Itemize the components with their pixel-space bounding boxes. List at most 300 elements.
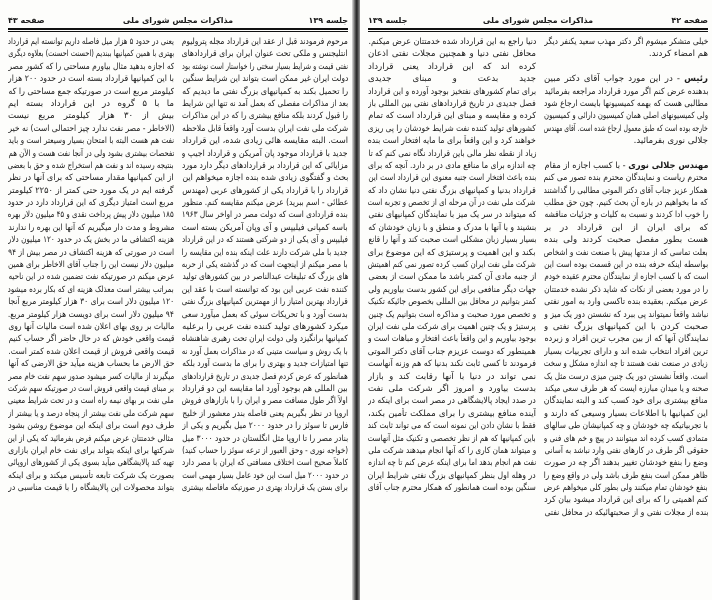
text-line [544, 98, 708, 110]
text-line [368, 61, 536, 73]
text-line [182, 148, 348, 160]
line-text: عطائی - اسم ببرید) عرض میکنم مقایسه کنم. منظور [182, 198, 348, 209]
line-content [368, 36, 536, 48]
line-text: خارجه بوده است که طبق معمول ارجاع شده است. آقای مهندس [544, 123, 708, 134]
text-line [544, 457, 708, 469]
line-text: شرکت ملی نفت ایران بدست آورد واقعاً قابل ملاحظه [182, 123, 348, 134]
line-content [368, 284, 536, 296]
line-content [544, 457, 708, 469]
line-text: تفحصات بیشتری بشود ولی در آنجا نفت هست و الآن هم [8, 148, 174, 159]
line-content [368, 408, 536, 420]
text-line [544, 123, 708, 135]
text-line [368, 209, 536, 221]
line-content [8, 445, 174, 457]
text-line [8, 408, 174, 420]
line-text: - در این مورد جواب آقای دکتر مبین [544, 74, 685, 85]
line-text: قرارداد را با قرارداد یکی از کشورهای عربی (مهندس [182, 185, 348, 196]
text-line [182, 48, 348, 60]
line-content [544, 209, 708, 221]
line-content [544, 259, 708, 271]
line-content [8, 73, 174, 85]
running-title: مذاکرات مجلس شورای ملی [482, 16, 594, 25]
line-content [544, 222, 708, 234]
line-content [544, 197, 708, 209]
line-content [182, 296, 348, 308]
line-content [544, 494, 708, 506]
text-line [8, 160, 174, 172]
text-line [368, 259, 536, 271]
line-text: صحبت کردن با این کمپانیهای بزرگ نفتی و [544, 321, 708, 332]
line-content [8, 234, 174, 246]
line-content [544, 333, 708, 345]
line-content [8, 333, 174, 345]
line-content [8, 98, 174, 110]
line-text: عرض میکنم در صورتیکه نفت تضمین شده در این ناحیه [8, 272, 174, 283]
line-content [368, 222, 536, 234]
line-text: نفتی قیمت و شرایط بسیار سختی را خواستار است نوشته بود [182, 61, 348, 72]
line-content [182, 86, 348, 98]
line-text: قرارداد بهترین امتیاز را از مهمترین کمپانیهای بزرگ نفتی [182, 297, 348, 308]
line-text: بحث و گفتگوی زیادی شده بنده اجازه میخواهم این [182, 173, 348, 184]
line-content [182, 445, 348, 457]
text-line [544, 284, 708, 296]
text-line [368, 309, 536, 321]
line-text: مالیات بر روی بهای اعلان شده است مالیات آنها روی [8, 321, 174, 332]
text-line [544, 445, 708, 457]
text-line [182, 383, 348, 395]
right-page [360, 0, 712, 600]
page-header [8, 16, 348, 28]
line-text: طرف دوم است برای اینکه این موضوع روشن بشود [8, 421, 174, 432]
line-content [8, 408, 174, 420]
text-line [368, 321, 536, 333]
line-content [368, 420, 536, 432]
line-content [368, 209, 536, 221]
text-line [182, 160, 348, 172]
line-text: ظاهر ممکن است بنفع طرف باشد ولی در واقع وضع را [544, 470, 708, 481]
line-text: فصل جدیدی در تاریخ قراردادهای نفتی بین المللی باز [368, 98, 536, 109]
text-line [182, 321, 348, 333]
line-text: بوجود بیاوریم و این واقعاً باعث افتخار و مباهات است و [368, 334, 536, 345]
text-line [368, 420, 536, 432]
line-text: زیاد از نقطه نظر مالی باین قرارداد نگاه نمی کنم که تا [368, 148, 536, 159]
text-line [368, 395, 536, 407]
line-text: یعنی در حدود ۵ هزار میل فاصله داریم توانسته ایم قرارداد [8, 37, 174, 47]
line-content [182, 309, 348, 321]
line-content [368, 309, 536, 321]
line-content [182, 284, 348, 296]
line-content [8, 470, 174, 482]
line-text: زیادی در صنعت نفت هستند تا چه اندازه مشکل و سخت [544, 359, 708, 370]
line-text: همینطور که دوست عزیزم جناب آقای دکتر الموتی [368, 346, 536, 357]
line-text: و میتواند همان کاری را که آنها انجام میدهند شرکت ملی [368, 445, 536, 456]
line-text: تنها امتیازات جدید و بهتری را برای ما بدست آورد بلکه [182, 359, 348, 370]
line-text: آینده منافع بیشتری را برای مملکت تأمین بکند، [368, 408, 536, 419]
text-line [368, 160, 536, 172]
text-line [368, 296, 536, 308]
line-text: گرفته ایم در یک مورد حتی کمتر از ۲۲۵۰ کیلومتر [8, 185, 174, 196]
text-line [544, 296, 708, 308]
line-content [368, 48, 536, 60]
line-content [368, 135, 536, 147]
line-content [368, 160, 536, 172]
text-line [544, 160, 708, 172]
line-content [368, 395, 536, 407]
line-text: فارس تا سوئز را در حدود ۲۰۰۰ میل بگیریم و یکی از [182, 421, 348, 432]
line-text: بین المللی هم بوجود آورد اما مقایسه این دو قرارداد [182, 383, 348, 394]
line-content [182, 110, 348, 122]
text-line [8, 36, 174, 48]
line-content [182, 408, 348, 420]
line-text: دنیا راجع به این قرارداد شده خدمتتان عرض میکنم. [368, 37, 536, 47]
line-content [368, 445, 536, 457]
text-line [368, 457, 536, 469]
text-line [544, 271, 708, 283]
line-content [544, 445, 708, 457]
line-content [368, 371, 536, 383]
line-content [182, 148, 348, 160]
line-text: بنفع خودشان تمام میکنند ولی بطور کلی میخواهم عرض [544, 483, 708, 494]
text-line [8, 61, 174, 73]
line-content [8, 160, 174, 172]
text-line [368, 247, 536, 259]
line-content [8, 61, 174, 73]
text-line [368, 172, 536, 184]
line-text: که اجازه بدهید مثال بیاورم مساحتی را که کشور مصر [8, 61, 174, 72]
text-line [182, 73, 348, 85]
line-text: قیمت واقعی فروش از قیمت اعلان شده کمتر است. [8, 346, 174, 357]
line-text: را خوب ادا کردند و نسبت به کلیات و جزئیات مناقشه [544, 210, 708, 221]
text-line [182, 395, 348, 407]
text-line [368, 445, 536, 457]
line-text: باسه کمپانی فیلیپس و آی وپان آمریکن بسته است [182, 222, 348, 233]
line-text: وضع را بنفع خودشان تغییر بدهند اگر چه در صورت [544, 458, 708, 469]
line-text: - با کسب اجازه از مقام [544, 160, 628, 171]
line-content [182, 395, 348, 407]
line-text: بهتری با همین کمپانیها ببندیم (احسنت احسنت) بعلاوه دیگری [8, 49, 174, 60]
line-text: بعد از مذاکرات مفصلی که بعمل آمد نه تنها این شرایط [182, 98, 348, 109]
line-text: با تجربیاتیکه چه خودشان و چه کمپانیشان طی سالهای [544, 421, 708, 432]
line-text: نمی تواند در دنیا با آنها رقابت کند و بازار [368, 371, 536, 382]
line-text: بنده از مجلات نفتی و از صحبتهائیکه در محافل نفتی [544, 507, 708, 518]
line-content [368, 271, 536, 283]
line-text: بمراتب بیشتر است معذلک هزینه ای که بکار برده میشود [8, 284, 174, 295]
line-content [182, 358, 348, 370]
line-text: محترم ریاست و نمایندگان محترم بنده تصور می کنم [544, 173, 708, 184]
line-text: را قبول کردند بلکه منافع بیشتری را که در این مذاکرات [182, 111, 348, 122]
speaker-name: رئیس [684, 74, 708, 85]
line-text: اولاً اگر طول مسافت مصر و ایران را با بازارهای فروش [182, 396, 348, 407]
text-column-left [8, 36, 174, 494]
line-text: مزایائی که این قرارداد بر قراردادهای دیگر دارد مورد [182, 160, 348, 171]
text-line [8, 185, 174, 197]
text-line [182, 333, 348, 345]
line-content [8, 371, 174, 383]
line-text: جدید بدعت و مبنای جدیدی [368, 74, 536, 85]
text-line [8, 259, 174, 271]
line-text: جدید با ملی شرکت دارند علت اینکه بنده این مقایسه را [182, 247, 348, 258]
line-content [8, 209, 174, 221]
line-content [544, 507, 708, 519]
text-line [368, 433, 536, 445]
text-line [8, 333, 174, 345]
line-content [368, 358, 536, 370]
page-number: صفحه ۴۳ [8, 16, 45, 25]
line-text: حقوقی اگر طرف در کارهای نفتی وارد نباشد به آسانی [544, 445, 708, 456]
line-content [649, 48, 708, 60]
left-page [0, 0, 352, 600]
line-text: مرحوم فرمودند قبل از عقد این قرارداد مجله پترولیوم [182, 37, 348, 47]
line-content [544, 160, 708, 172]
line-content [368, 172, 536, 184]
text-line [8, 234, 174, 246]
line-text: ما با ۵ گروه در این قرارداد بسته ایم [8, 98, 174, 109]
text-line [8, 86, 174, 98]
line-content [544, 110, 708, 122]
text-line [544, 259, 708, 271]
line-text: بیش از ۳۰ هزار کیلومتر مربع نیست [8, 111, 174, 122]
line-text: همکار عزیز جناب آقای دکتر الموتی مطالبی را گذاشتند [544, 185, 708, 196]
text-line [368, 135, 536, 147]
line-text: هم امضاء کردند. [648, 49, 708, 60]
text-line [8, 358, 174, 370]
line-content [8, 135, 174, 147]
line-content [544, 408, 708, 420]
line-content [368, 148, 536, 160]
line-content [8, 123, 174, 135]
text-line [8, 48, 174, 60]
line-content [8, 284, 174, 296]
text-line [182, 98, 348, 110]
line-content [368, 185, 536, 197]
text-line [368, 234, 536, 246]
line-content [368, 110, 536, 122]
line-text: نفت هم هست البته با امتحان بسیار وسیعتر است و باید [8, 136, 174, 147]
text-column-left [368, 36, 536, 494]
text-line [8, 172, 174, 184]
line-content [544, 395, 708, 407]
text-line [544, 73, 708, 85]
line-text: همانطور که عرض کردم فصل جدیدی در تاریخ قراردادهای [182, 371, 348, 382]
text-line [368, 148, 536, 160]
text-line [368, 346, 536, 358]
line-text: ۹۴ میلیون دلار است برای دویست هزار کیلومتر مربع. [8, 309, 174, 320]
line-text: از این کمپانیها مقدار مساحتی که برای آنها در نظر [8, 173, 174, 184]
line-text: صحنه و یا میدان مبارزه ایست که هر طرف سعی میکند [544, 383, 708, 394]
line-content [182, 135, 348, 147]
line-text: بتواند محصولات این پالایشگاه را با قیمت مناسبی در [8, 483, 174, 494]
line-text: خیلی متشکر میشوم اگر دکتر مهذب سعید یکنفر دیگر [544, 37, 708, 47]
text-line [182, 123, 348, 135]
text-line [544, 86, 708, 98]
line-text: کمتر بتوانیم در محافل بین المللی بخصوص جائیکه تکنیک [368, 297, 536, 308]
text-line [368, 284, 536, 296]
text-line [544, 494, 708, 506]
line-text: ولی کمیسیونهای اصلی همان کمیسیون دارائی و کمیسیون [544, 111, 708, 122]
text-line [544, 408, 708, 420]
line-content [8, 395, 174, 407]
text-line [8, 73, 174, 85]
text-line [368, 408, 536, 420]
line-text: نباشد واقعاً نمیتواند پی ببرد که نشستن دور یک میز و [544, 309, 708, 320]
line-content [8, 86, 174, 98]
line-text: عرض میکنم. بعقیده بنده تاکسی وارد به امور نفتی [544, 297, 708, 308]
text-line [368, 123, 536, 135]
line-text: با مصر میکنم از اینجهت است که در گذشته یکی از حربه [182, 260, 348, 271]
line-content [8, 148, 174, 160]
text-line [182, 482, 348, 494]
line-content [368, 98, 536, 110]
text-line [182, 110, 348, 122]
line-text: که ما بخواهیم در باره آن بحث کنیم. چون حق مطلب [544, 198, 708, 209]
line-content [182, 470, 348, 482]
text-line [544, 383, 708, 395]
line-text: را در مورد بعضی از نکات که شاید ذکر نشده خدمتتان [544, 284, 708, 295]
line-content [368, 197, 536, 209]
line-content [8, 420, 174, 432]
text-line [8, 284, 174, 296]
line-text: میکرد کشورهای تولید کننده نفت عربی را برعلیه [182, 321, 348, 332]
line-content [368, 234, 536, 246]
line-content [368, 123, 536, 135]
text-line [544, 333, 708, 345]
text-line [182, 259, 348, 271]
line-content [8, 172, 174, 184]
line-content [368, 333, 536, 345]
line-text: بنده قراردادی است که دولت مصر در اواخر سال ۱۹۶۳ [182, 210, 348, 221]
line-content [182, 482, 348, 494]
line-content [368, 296, 536, 308]
text-line [368, 110, 536, 122]
line-content [182, 383, 348, 395]
text-line [182, 457, 348, 469]
line-text: است. البته مقایسه هائی زیادی شده، این قرارداد [182, 136, 348, 147]
line-text: باین کمپانیها که هم از نظر تخصصی و تکنیک مثل آنهاست [368, 433, 536, 444]
line-text: شرکت ملی نفت در آن مرحله ای از تخصص و تجربه است [368, 198, 536, 209]
text-line [8, 445, 174, 457]
text-line [182, 135, 348, 147]
line-text: بکند و این اهمیت و پرستیژی که این موضوع برای [368, 247, 536, 258]
text-line [544, 209, 708, 221]
line-text: بواسطه اینکه حرفه بنده در این قسمت بوده است این [544, 260, 708, 271]
line-text: هزینه اکتشافی ما در بخش یک در حدود ۱۲۰ میلیون دلار [8, 235, 174, 246]
text-line [8, 222, 174, 234]
line-text: سهم شرکت ملی نفت بیشتر از پنجاه درصد و یا بیشتر از [8, 408, 174, 419]
line-content [8, 309, 174, 321]
text-line [368, 271, 536, 283]
line-content [544, 98, 708, 110]
line-text: خواهند کرد و این واقعاً برای ما مایه افتخار است بنده [368, 136, 536, 147]
line-content [182, 209, 348, 221]
page-number: صفحه ۴۲ [671, 16, 708, 25]
line-content [544, 433, 708, 445]
line-text: ۱۸۵ میلیون دلار پیش پرداخت نقدی و ۴۵ میلیون دلار بهره [8, 210, 174, 221]
line-text: که میتواند در سر یک میز با نمایندگان کمپانیهای نفتی [368, 210, 536, 221]
line-content [634, 135, 708, 147]
text-line [182, 408, 348, 420]
line-content [368, 346, 536, 358]
line-content [182, 197, 348, 209]
text-line [368, 197, 536, 209]
text-line [182, 470, 348, 482]
line-text: انتلیجنس و ملکی تحت عنوان ایران برای قراردادهای [182, 49, 348, 60]
line-text: کرده و مقایسه و مبنای این قرارداد است که تمام [368, 111, 536, 122]
line-content [544, 172, 708, 184]
line-text: شرکتها برای اینکه بتواند برای نفت خام ایران بازاری [8, 445, 174, 456]
text-line [544, 395, 708, 407]
text-line [544, 197, 708, 209]
text-line [544, 482, 708, 494]
text-line [368, 358, 536, 370]
line-content [544, 470, 708, 482]
line-content [8, 321, 174, 333]
text-line [182, 86, 348, 98]
text-line [8, 321, 174, 333]
line-text: فقط با نشان دادن این نمونه است که می تواند ثابت کند [368, 421, 536, 432]
text-line [182, 309, 348, 321]
line-text: های بزرگ که تبلیغات عبدالناصر در بین کشورهای تولید [182, 272, 348, 283]
running-title: مذاکرات مجلس شورای ملی [122, 16, 234, 25]
text-line [544, 48, 708, 60]
line-content [182, 371, 348, 383]
text-line [182, 172, 348, 184]
line-content [182, 346, 348, 358]
line-content [544, 73, 708, 85]
text-line [368, 482, 536, 494]
text-line [8, 98, 174, 110]
line-content [182, 48, 348, 60]
line-text: بر مبنای قیمت واقعی فروش است در صورتیکه سهم شرکت [8, 383, 174, 394]
line-text: متمادی کسب کرده اند میتوانند در پیچ و خم های فنی و [544, 433, 708, 444]
text-line [182, 61, 348, 73]
line-content [182, 73, 348, 85]
line-text: در وهله اول بنظر کمپانیهای بزرگ نفتی شرایط ایران [368, 470, 536, 481]
text-line [182, 346, 348, 358]
line-text: حق الارض ما بحساب هزینه میآید حق الارضی که آنها [8, 359, 174, 370]
line-text: و تخصص مورد صحبت و مذاکره است بتوانیم یک چنین [368, 309, 536, 320]
text-line [8, 148, 174, 160]
line-content [368, 86, 536, 98]
line-text: ملی نفت بر بهای نیمه راه است و در تحت شرایط معینی [8, 396, 174, 407]
line-text: جهات دیگر منافعی برای این کشور بدست بیاوریم ولی [368, 284, 536, 295]
line-text: بدهنده عرض کنم اگر مورد قرارداد مراجعه بفرمائید [544, 86, 708, 97]
text-line [544, 507, 708, 519]
line-content [182, 321, 348, 333]
line-content [544, 482, 708, 494]
text-line [544, 433, 708, 445]
text-line [8, 482, 174, 494]
line-content [368, 457, 536, 469]
line-text: قرارداد بدنیا و کمپانیهای بزرگ نفتی دنیا نشان داد که [368, 185, 536, 196]
line-text: بنادر مصر را تا اروپا مثل انگلستان در حدود ۳۰۰۰ میل [182, 433, 348, 444]
line-text: کیلومتر مربع است در صورتیکه جمع مساحتی را که [8, 86, 174, 97]
line-text: (الاخاطر - مصر نفت ندارد چیز احتمالی است) نه خیر [8, 123, 174, 134]
line-text: بنده باعث افتخار است جنبه معنوی این قرارداد است این [368, 173, 536, 184]
text-line [8, 346, 174, 358]
text-line [8, 123, 174, 135]
line-text: است در صورتی که هزینه اکتشاف در مصر بیش از ۹۴ [8, 247, 174, 258]
line-text: کشورهای تولید کننده نفت شرایط خودشان را پی ریزی [368, 123, 536, 134]
line-content [182, 172, 348, 184]
text-line [8, 209, 174, 221]
text-line [368, 86, 536, 98]
line-text: کاملاً صحیح است اختلاف مسافتی که ایران با مصر دارد [182, 458, 348, 469]
header-rule [368, 28, 708, 32]
line-text: جلالی نوری بفرمائید. [633, 136, 708, 147]
text-line [544, 172, 708, 184]
line-content [368, 73, 536, 85]
line-content [8, 271, 174, 283]
